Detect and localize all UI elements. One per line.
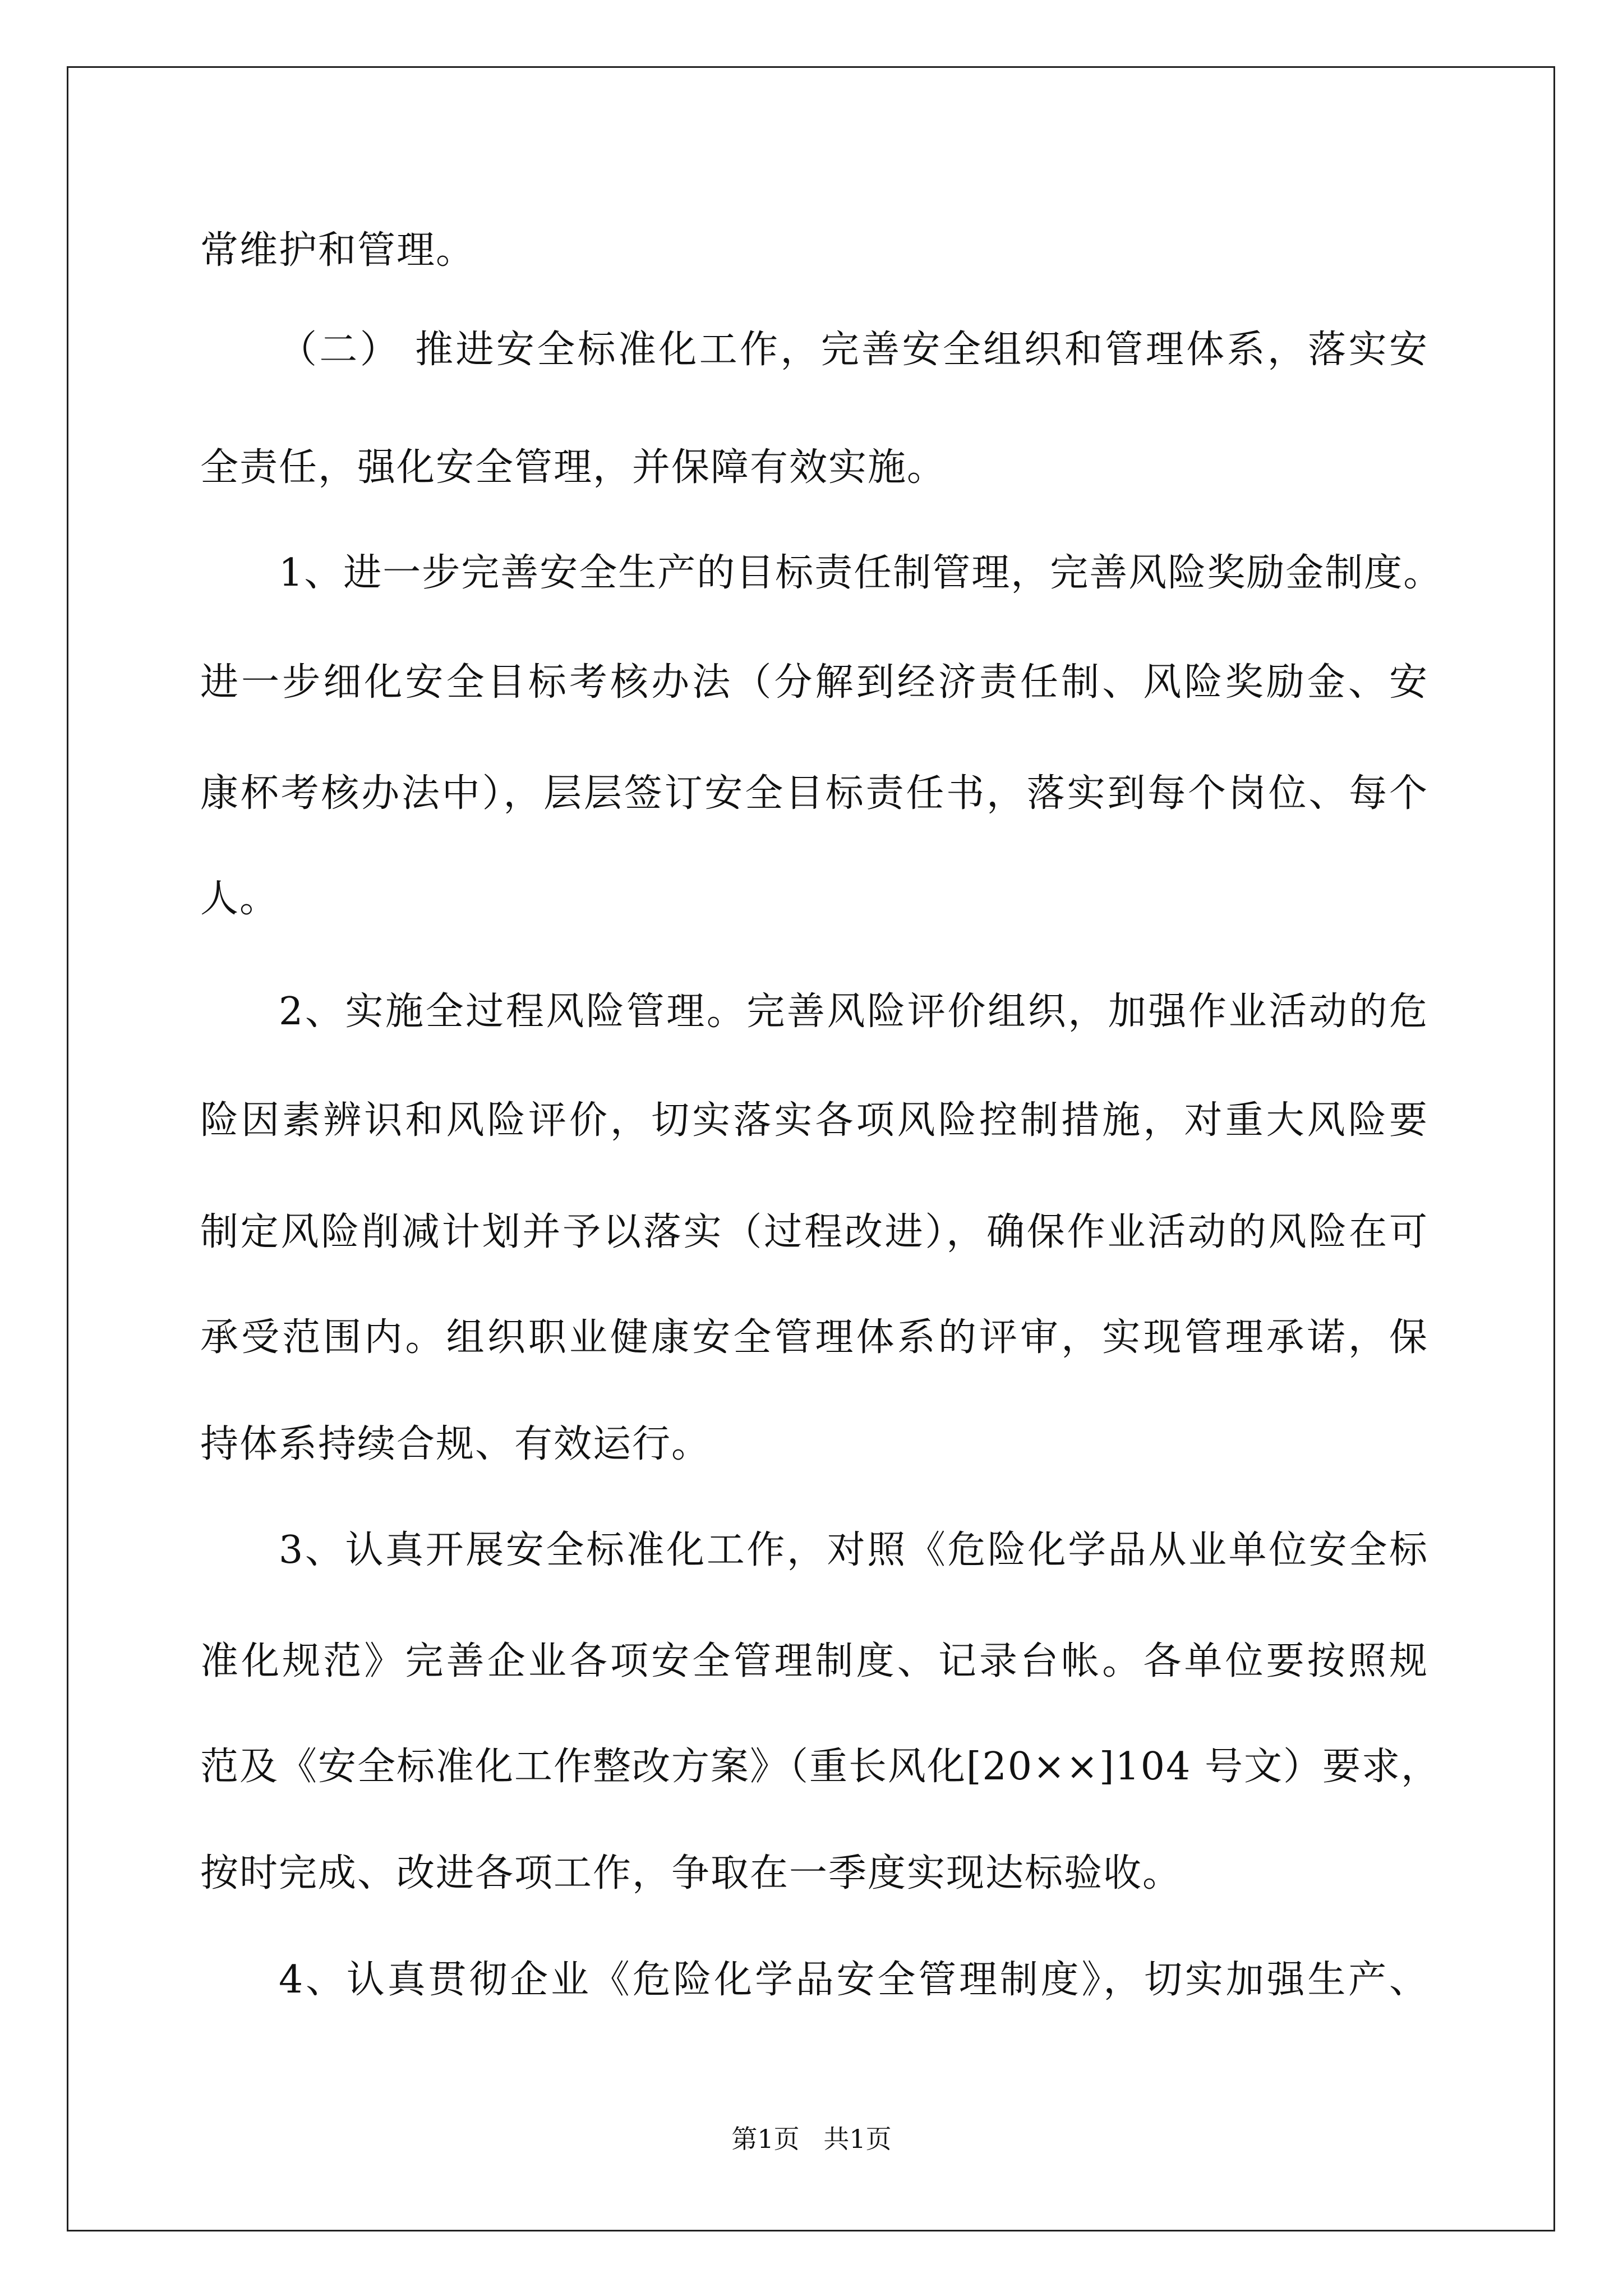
text-line: 3、认真开展安全标准化工作，对照《危险化学品从业单位安全标 <box>279 1528 1428 1572</box>
page-number: 第1页 <box>731 2124 800 2154</box>
page-footer <box>0 2122 1623 2156</box>
text-line: （二） 推进安全标准化工作，完善安全组织和管理体系，落实安 <box>279 328 1428 372</box>
text-line: 范及《安全标准化工作整改方案》（重长风化[20××]104 号文）要求， <box>200 1745 1440 1789</box>
text-line: 常维护和管理。 <box>200 228 476 273</box>
text-line: 1、进一步完善安全生产的目标责任制管理，完善风险奖励金制度。 <box>279 551 1443 595</box>
page-border <box>67 66 1555 2231</box>
text-line: 制定风险削减计划并予以落实（过程改进），确保作业活动的风险在可 <box>200 1210 1428 1254</box>
text-line: 准化规范》完善企业各项安全管理制度、记录台帐。各单位要按照规 <box>200 1639 1428 1683</box>
text-line: 按时完成、改进各项工作，争取在一季度实现达标验收。 <box>200 1851 1182 1895</box>
text-line: 持体系持续合规、有效运行。 <box>200 1422 711 1466</box>
text-line: 承受范围内。组织职业健康安全管理体系的评审，实现管理承诺，保 <box>200 1315 1428 1360</box>
text-line: 险因素辨识和风险评价，切实落实各项风险控制措施，对重大风险要 <box>200 1098 1428 1143</box>
text-line: 全责任，强化安全管理，并保障有效实施。 <box>200 445 947 490</box>
text-line: 进一步细化安全目标考核办法（分解到经济责任制、风险奖励金、安 <box>200 660 1428 705</box>
page-total: 共1页 <box>823 2124 892 2154</box>
text-line: 人。 <box>200 877 279 921</box>
text-line: 4、认真贯彻企业《危险化学品安全管理制度》，切实加强生产、 <box>279 1958 1428 2002</box>
text-line: 康杯考核办法中），层层签订安全目标责任书，落实到每个岗位、每个 <box>200 771 1428 816</box>
text-line: 2、实施全过程风险管理。完善风险评价组织，加强作业活动的危 <box>279 990 1428 1034</box>
